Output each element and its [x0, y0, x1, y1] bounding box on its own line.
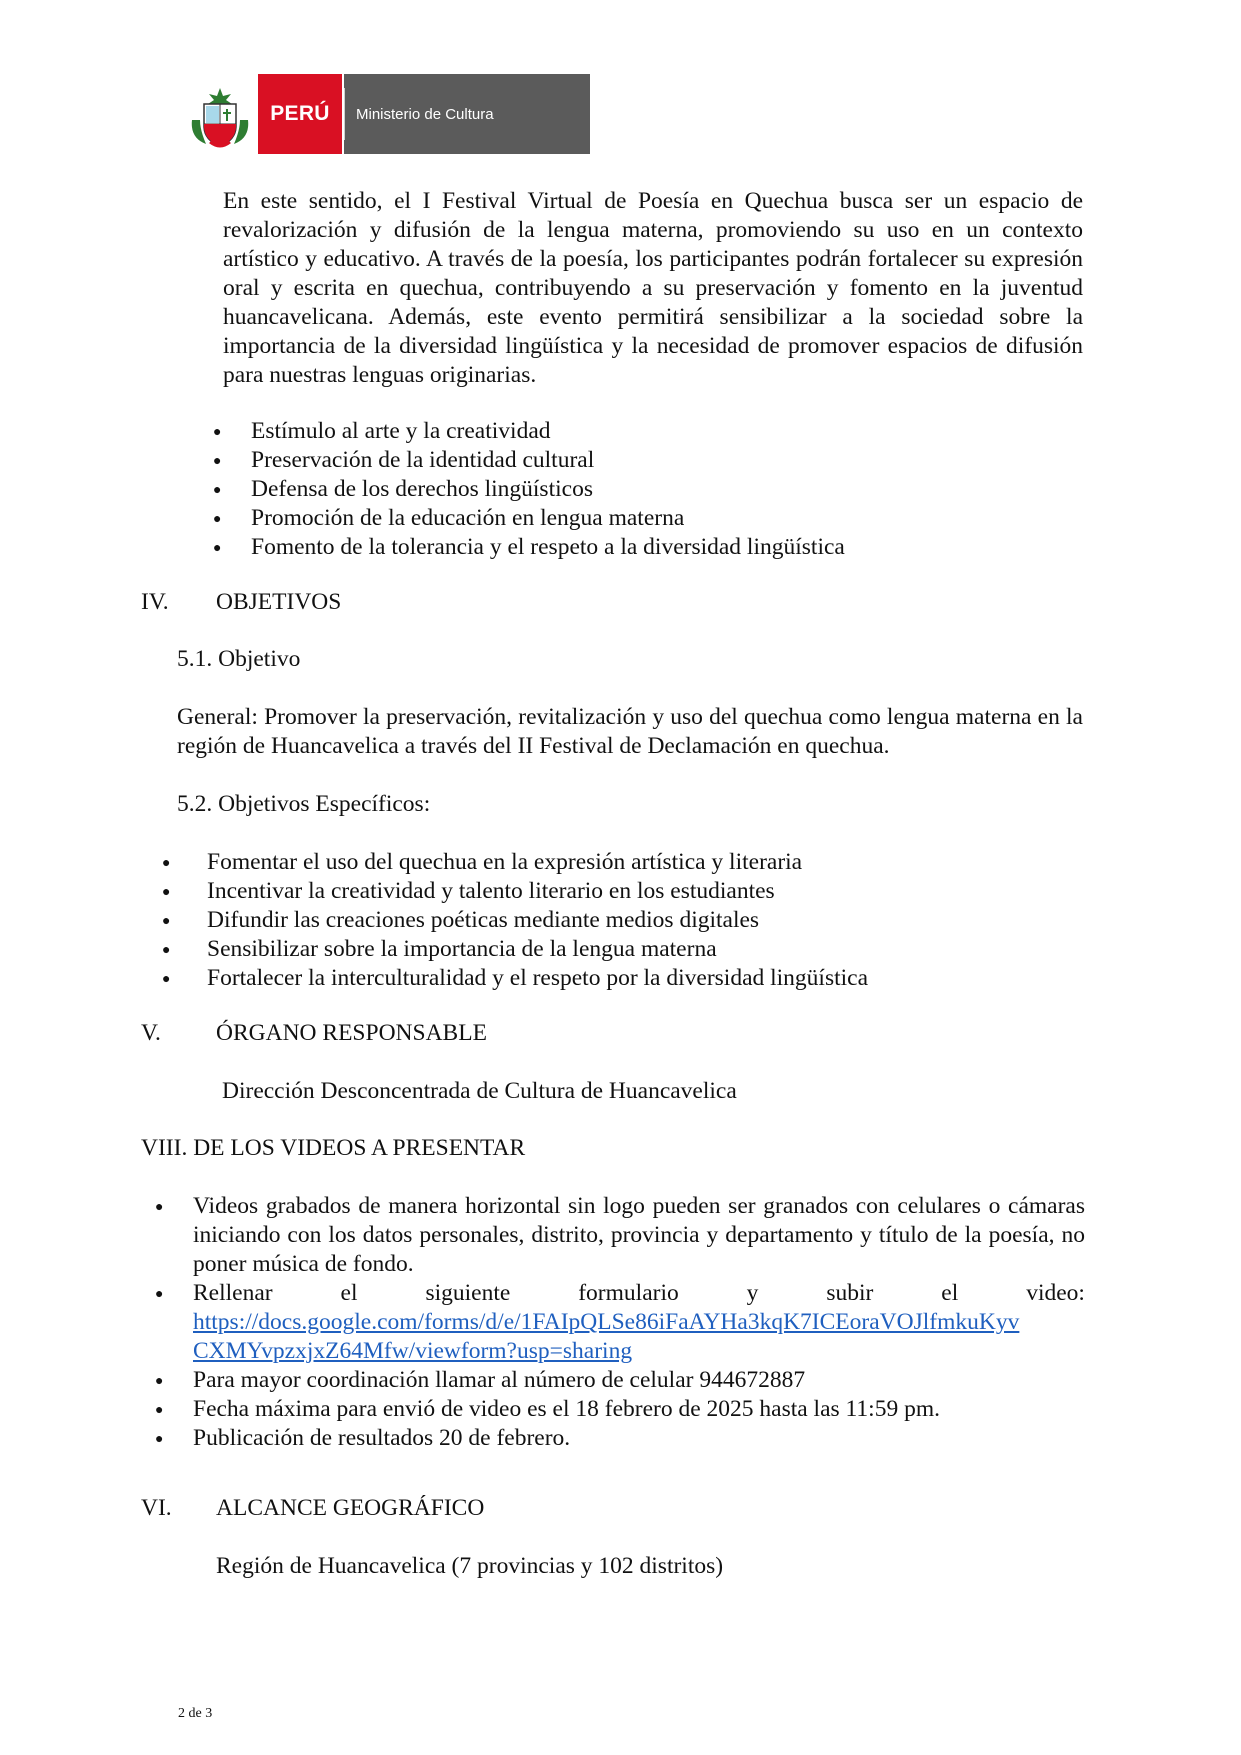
list-item: ● Fecha máxima para envió de video es el 18 febrero de 2025 hasta las 11:59 pm.	[155, 1396, 940, 1422]
section-viii-title: VIII. DE LOS VIDEOS A PRESENTAR	[141, 1135, 526, 1161]
intro-paragraph: En este sentido, el I Festival Virtual de Poesía en Quechua busca ser un espacio de revalorización y difusión de la lengua materna, promoviendo su uso en un contexto artístico y educativo. A través de la poesía, los participantes podrán fortalecer su expresión oral y escrita en quechua, contribuyendo a su preservación y fomento en la juventud huancavelicana. Además, este evento permitirá sensibilizar a la sociedad sobre la importancia de la diversidad lingüística y la necesidad de promover espacios de difusión para nuestras lenguas originarias.	[223, 188, 1083, 388]
geographic-scope: Región de Huancavelica (7 provincias y 102 distritos)	[216, 1553, 724, 1579]
section-number: IV.	[141, 589, 169, 615]
section-v-title: ÓRGANO RESPONSABLE	[216, 1020, 487, 1046]
list-item: ● Fomento de la tolerancia y el respeto a la diversidad lingüística	[213, 534, 845, 560]
list-item: ● Videos grabados de manera horizontal sin logo pueden ser granados con celulares o cámaras iniciando con los datos personales, distrito, provincia y departamento y título de la poesía, no poner música de fondo.	[155, 1193, 1085, 1277]
peru-coat-of-arms-icon	[186, 80, 254, 150]
ministry-name: Ministerio de Cultura	[344, 74, 590, 154]
list-item: ● Defensa de los derechos lingüísticos	[213, 476, 593, 502]
list-item: ● Difundir las creaciones poéticas mediante medios digitales	[162, 907, 760, 933]
list-item: ● Preservación de la identidad cultural	[213, 447, 595, 473]
section-vi-title: ALCANCE GEOGRÁFICO	[216, 1495, 485, 1521]
list-item: ● Rellenar el siguiente formulario y subir el video: https://docs.google.com/forms/d/e/1FAIpQLSe86iFaAYHa3kqK7ICEoraVOJlfmkuKyv CXMYvpzxjxZ64Mfw/viewform?usp=sharing	[155, 1280, 1085, 1364]
list-item: ● Promoción de la educación en lengua materna	[213, 505, 685, 531]
form-instruction: Rellenar el siguiente formulario y subir el video:	[193, 1280, 1085, 1306]
form-link[interactable]: https://docs.google.com/forms/d/e/1FAIpQLSe86iFaAYHa3kqK7ICEoraVOJlfmkuKyv CXMYvpzxjxZ64Mfw/viewform?usp=sharing	[193, 1309, 1020, 1364]
videos-list	[155, 1192, 1085, 1453]
list-item: ● Estímulo al arte y la creatividad	[213, 418, 551, 444]
list-item: ● Sensibilizar sobre la importancia de la lengua materna	[162, 936, 717, 962]
responsible-body: Dirección Desconcentrada de Cultura de Huancavelica	[222, 1078, 737, 1104]
objective-subheading: 5.1. Objetivo	[177, 646, 301, 672]
section-iv-heading	[141, 588, 169, 617]
section-v-number: V.	[141, 1020, 161, 1046]
page-number: 2 de 3	[178, 1706, 213, 1721]
specific-objectives-subheading: 5.2. Objetivos Específicos:	[177, 791, 431, 817]
ministry-header	[186, 74, 590, 154]
section-iv-title: OBJETIVOS	[216, 589, 342, 615]
specific-objectives-list	[162, 848, 1102, 993]
list-item: ● Fomentar el uso del quechua en la expresión artística y literaria	[162, 849, 803, 875]
list-item: ● Incentivar la creatividad y talento literario en los estudiantes	[162, 878, 775, 904]
list-item: ● Fortalecer la interculturalidad y el respeto por la diversidad lingüística	[162, 965, 869, 991]
peru-brand-label: PERÚ	[258, 74, 342, 154]
general-objective-paragraph: General: Promover la preservación, revitalización y uso del quechua como lengua materna en la región de Huancavelica a través del II Festival de Declamación en quechua.	[177, 704, 1083, 759]
list-item: ● Para mayor coordinación llamar al número de celular 944672887	[155, 1367, 806, 1393]
list-item: ● Publicación de resultados 20 de febrero.	[155, 1425, 571, 1451]
values-list	[213, 417, 1093, 562]
section-vi-number: VI.	[141, 1495, 172, 1521]
